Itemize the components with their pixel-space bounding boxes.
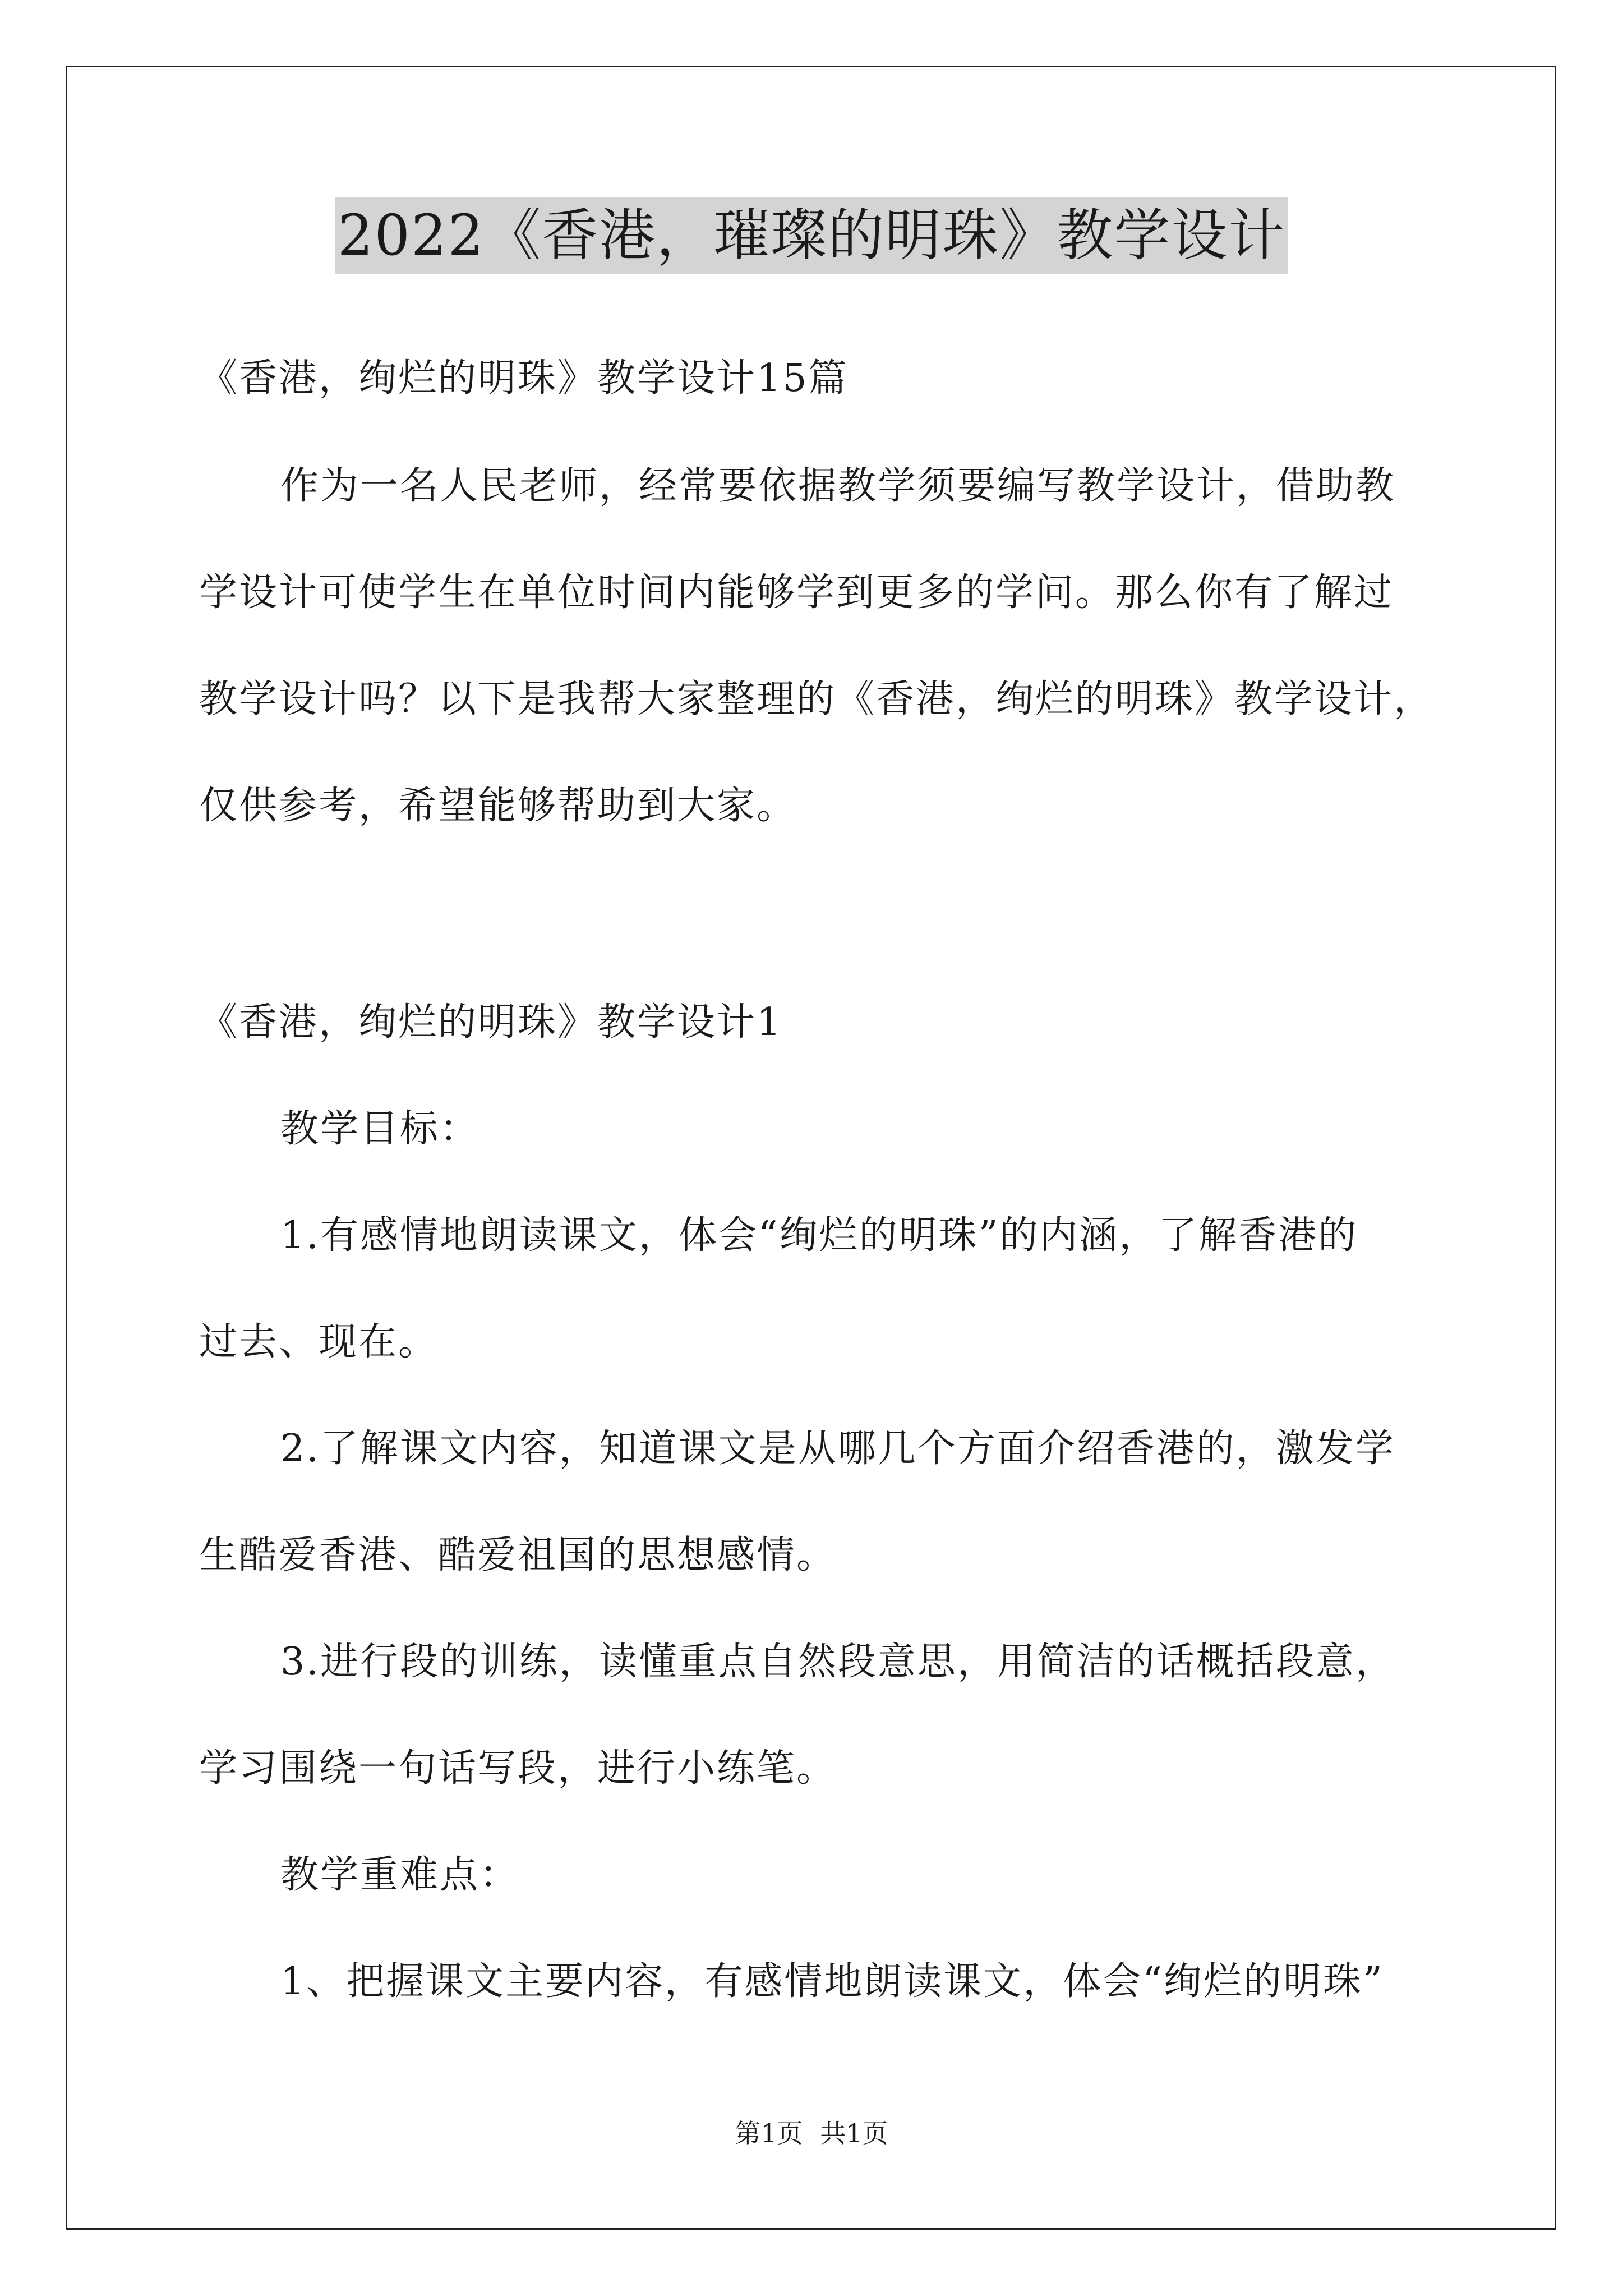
objective-line: 3.进行段的训练，读懂重点自然段意思，用简洁的话概括段意， <box>280 1640 1395 1684</box>
page-total: 共1页 <box>820 2118 888 2148</box>
title-container <box>0 197 1623 274</box>
intro-line: 仅供参考，希望能够帮助到大家。 <box>199 784 797 828</box>
document-subtitle: 《香港，绚烂的明珠》教学设计15篇 <box>199 356 849 401</box>
section-heading: 《香港，绚烂的明珠》教学设计1 <box>199 1000 783 1045</box>
objective-line: 过去、现在。 <box>199 1320 439 1364</box>
intro-line: 学设计可使学生在单位时间内能够学到更多的学问。那么你有了解过 <box>199 570 1394 615</box>
objective-line: 2.了解课文内容，知道课文是从哪几个方面介绍香港的，激发学 <box>280 1427 1395 1471</box>
intro-line: 教学设计吗？以下是我帮大家整理的《香港，绚烂的明珠》教学设计， <box>199 677 1434 721</box>
page-footer <box>0 2116 1623 2150</box>
document-title: 2022《香港，璀璨的明珠》教学设计 <box>335 197 1288 274</box>
objective-line: 1.有感情地朗读课文，体会“绚烂的明珠”的内涵，了解香港的 <box>280 1213 1358 1258</box>
objective-line: 学习围绕一句话写段，进行小练笔。 <box>199 1746 837 1791</box>
key-points-label: 教学重难点： <box>280 1853 520 1897</box>
page-current: 第1页 <box>735 2118 803 2148</box>
objective-line: 生酷爱香港、酷爱祖国的思想感情。 <box>199 1533 837 1577</box>
objectives-label: 教学目标： <box>280 1107 480 1151</box>
intro-line: 作为一名人民老师，经常要依据教学须要编写教学设计，借助教 <box>280 464 1396 508</box>
key-point-line: 1、把握课文主要内容，有感情地朗读课文，体会“绚烂的明珠” <box>280 1959 1384 2004</box>
